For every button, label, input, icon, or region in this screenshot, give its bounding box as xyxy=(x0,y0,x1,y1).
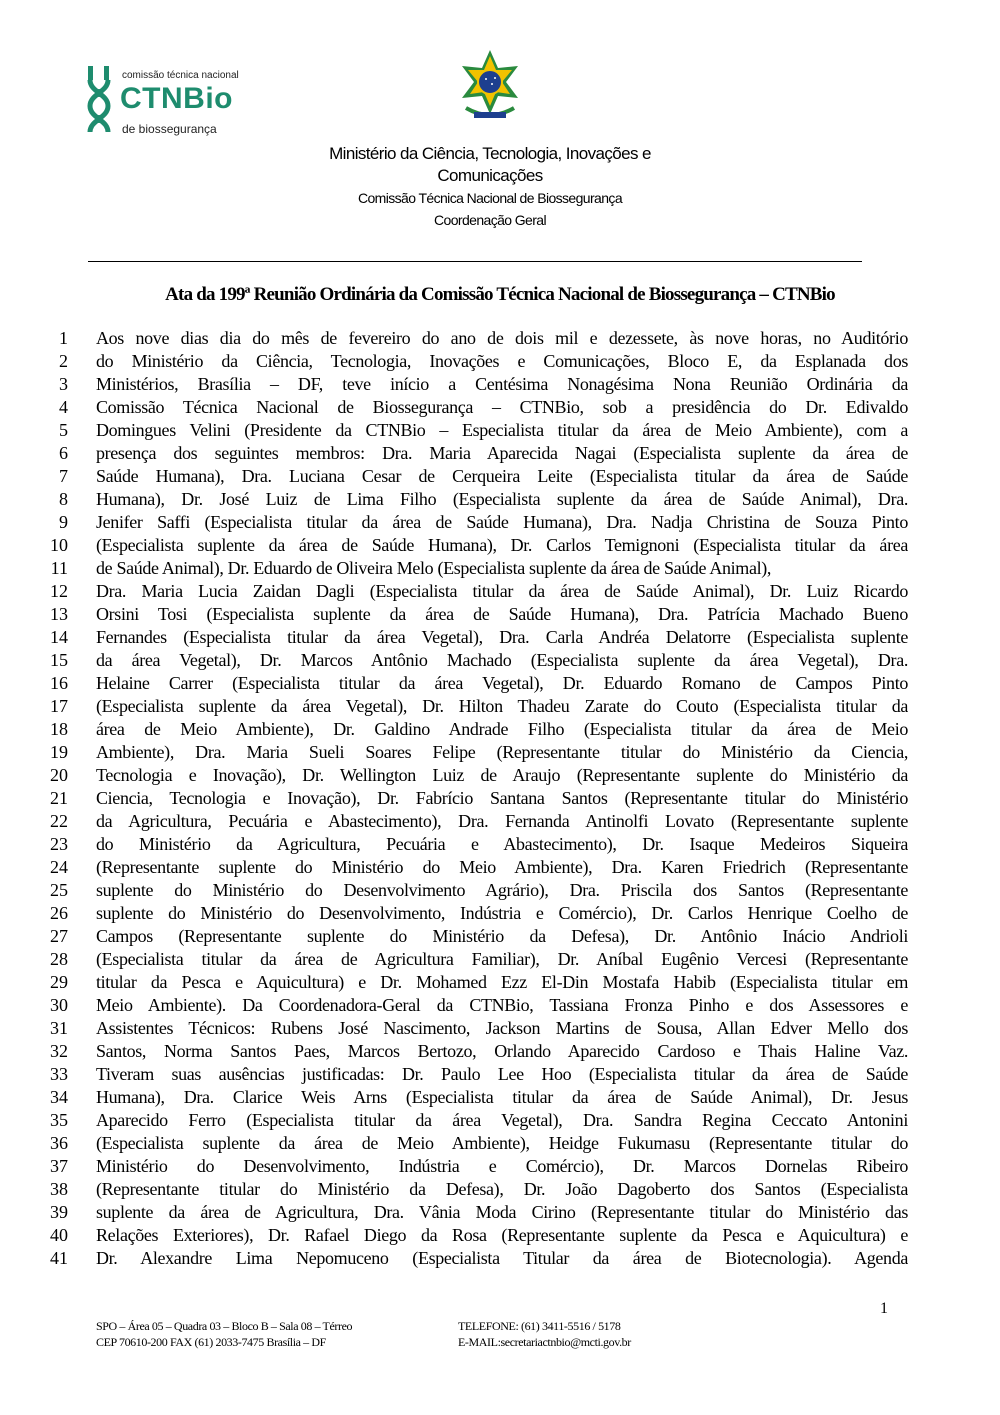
line-number: 15 xyxy=(50,650,68,670)
line-number: 17 xyxy=(50,696,68,716)
line-number: 7 xyxy=(59,466,68,486)
line-text: Tiveram suas ausências justificadas: Dr. Paulo Lee Hoo (Especialista titular da área de Saúde xyxy=(96,1064,908,1084)
line-text: (Especialista suplente da área de Meio Ambiente), Heidge Fukumasu (Representante titular do xyxy=(96,1133,908,1153)
line-text: Humana), Dra. Clarice Weis Arns (Especialista titular da área de Saúde Animal), Dr. Jesus xyxy=(96,1087,908,1107)
line-text: suplente do Ministério do Desenvolvimento Agrário), Dra. Priscila dos Santos (Representante xyxy=(96,880,908,900)
logo-bottom-text: de biossegurança xyxy=(122,122,217,136)
text-line xyxy=(0,350,1000,373)
ctnbio-logo xyxy=(84,64,244,140)
line-text: Humana), Dr. José Luiz de Lima Filho (Especialista suplente da área de Saúde Animal), Dra. xyxy=(96,489,908,509)
line-number: 25 xyxy=(50,880,68,900)
line-text: Tecnologia e Inovação), Dr. Wellington Luiz de Araujo (Representante suplente do Ministério da xyxy=(96,765,908,785)
line-number: 30 xyxy=(50,995,68,1015)
text-line xyxy=(0,511,1000,534)
line-text: Ambiente), Dra. Maria Sueli Soares Felipe (Representante titular do Ministério da Ciencia, xyxy=(96,742,908,762)
footer-email: E-MAIL:secretariactnbio@mcti.gov.br xyxy=(458,1335,631,1349)
document-title: Ata da 199ª Reunião Ordinária da Comissão Técnica Nacional de Biossegurança – CTNBio xyxy=(165,284,835,305)
line-text: suplente do Ministério do Desenvolvimento, Indústria e Comércio), Dr. Carlos Henrique Coelho de xyxy=(96,903,908,923)
line-text: (Especialista suplente da área de Saúde Humana), Dr. Carlos Temignoni (Especialista titular da área xyxy=(96,535,908,555)
line-number: 38 xyxy=(50,1179,68,1199)
text-line xyxy=(0,833,1000,856)
line-text: (Especialista suplente da área Vegetal), Dr. Hilton Thadeu Zarate do Couto (Especialista titular da xyxy=(96,696,908,716)
coordination-name: Coordenação Geral xyxy=(434,212,546,228)
line-number: 3 xyxy=(59,374,68,394)
line-text: Ministério do Desenvolvimento, Indústria e Comércio), Dr. Marcos Dornelas Ribeiro xyxy=(96,1156,908,1176)
footer-phone: TELEFONE: (61) 3411-5516 / 5178 xyxy=(458,1319,621,1333)
text-line xyxy=(0,1109,1000,1132)
line-text: Fernandes (Especialista titular da área Vegetal), Dra. Carla Andréa Delatorre (Especialista suplente xyxy=(96,627,908,647)
ministry-header xyxy=(260,143,720,231)
line-number: 16 xyxy=(50,673,68,693)
line-text: do Ministério da Agricultura, Pecuária e Abastecimento), Dr. Isaque Medeiros Siqueira xyxy=(96,834,908,854)
text-line xyxy=(0,695,1000,718)
text-line xyxy=(0,373,1000,396)
line-text: Campos (Representante suplente do Ministério da Defesa), Dr. Antônio Inácio Andrioli xyxy=(96,926,908,946)
line-number: 31 xyxy=(50,1018,68,1038)
line-text: Dra. Maria Lucia Zaidan Dagli (Especialista titular da área de Saúde Animal), Dr. Luiz Ricardo xyxy=(96,581,908,601)
text-line xyxy=(0,465,1000,488)
text-line xyxy=(0,994,1000,1017)
line-number: 13 xyxy=(50,604,68,624)
text-line xyxy=(0,557,1000,580)
text-line xyxy=(0,534,1000,557)
text-line xyxy=(0,879,1000,902)
text-line xyxy=(0,442,1000,465)
text-line xyxy=(0,856,1000,879)
text-line xyxy=(0,1017,1000,1040)
line-number: 9 xyxy=(59,512,68,532)
text-line xyxy=(0,603,1000,626)
commission-name: Comissão Técnica Nacional de Biossegurança xyxy=(357,190,623,206)
line-text: do Ministério da Ciência, Tecnologia, Inovações e Comunicações, Bloco E, da Esplanada dos xyxy=(96,351,908,371)
text-line xyxy=(0,1178,1000,1201)
logo-top-text: comissão técnica nacional xyxy=(122,70,239,81)
line-number: 37 xyxy=(50,1156,68,1176)
line-text: presença dos seguintes membros: Dra. Maria Aparecida Nagai (Especialista suplente da área de xyxy=(96,443,908,463)
line-number: 23 xyxy=(50,834,68,854)
line-number: 26 xyxy=(50,903,68,923)
line-number: 32 xyxy=(50,1041,68,1061)
line-number: 4 xyxy=(59,397,68,417)
line-text: área de Meio Ambiente), Dr. Galdino Andrade Filho (Especialista titular da área de Meio xyxy=(96,719,908,739)
line-text: Domingues Velini (Presidente da CTNBio – Especialista titular da área de Meio Ambiente), com a xyxy=(96,420,908,440)
ministry-name-line2: Comunicações xyxy=(437,166,543,185)
line-text: (Representante titular do Ministério da Defesa), Dr. João Dagoberto dos Santos (Especialista xyxy=(96,1179,908,1199)
page-number: 1 xyxy=(880,1300,888,1317)
line-number: 35 xyxy=(50,1110,68,1130)
line-number: 6 xyxy=(59,443,68,463)
text-line xyxy=(0,810,1000,833)
line-text: Assistentes Técnicos: Rubens José Nascimento, Jackson Martins de Sousa, Allan Edver Mello dos xyxy=(96,1018,908,1038)
line-text: Aparecido Ferro (Especialista titular da área Vegetal), Dra. Sandra Regina Ceccato Antonini xyxy=(96,1110,908,1130)
text-line xyxy=(0,1086,1000,1109)
text-line xyxy=(0,1132,1000,1155)
text-line xyxy=(0,672,1000,695)
brazil-coat-of-arms-icon xyxy=(452,48,528,124)
line-number: 22 xyxy=(50,811,68,831)
text-line xyxy=(0,718,1000,741)
line-text: Jenifer Saffi (Especialista titular da área de Saúde Humana), Dra. Nadja Christina de Souza Pinto xyxy=(96,512,908,532)
line-number: 33 xyxy=(50,1064,68,1084)
text-line xyxy=(0,649,1000,672)
line-number: 1 xyxy=(59,328,68,348)
line-number: 39 xyxy=(50,1202,68,1222)
line-number: 41 xyxy=(50,1248,68,1268)
line-text: Comissão Técnica Nacional de Biossegurança – CTNBio, sob a presidência do Dr. Edivaldo xyxy=(96,397,908,417)
line-text: de Saúde Animal), Dr. Eduardo de Oliveira Melo (Especialista suplente da área de Saúde Animal), xyxy=(96,558,772,578)
line-text: titular da Pesca e Aquicultura) e Dr. Mohamed Ezz El-Din Mostafa Habib (Especialista titular em xyxy=(96,972,908,992)
text-line xyxy=(0,396,1000,419)
line-number: 8 xyxy=(59,489,68,509)
text-line xyxy=(0,971,1000,994)
line-text: Orsini Tosi (Especialista suplente da área de Saúde Humana), Dra. Patrícia Machado Bueno xyxy=(96,604,908,624)
line-number: 18 xyxy=(50,719,68,739)
line-text: Relações Exteriores), Dr. Rafael Diego da Rosa (Representante suplente da Pesca e Aquicultura) e xyxy=(96,1225,908,1245)
text-line xyxy=(0,626,1000,649)
text-line xyxy=(0,902,1000,925)
line-number: 11 xyxy=(50,558,68,578)
text-line xyxy=(0,580,1000,603)
line-number: 29 xyxy=(50,972,68,992)
line-text: Dr. Alexandre Lima Nepomuceno (Especialista Titular da área de Biotecnologia). Agenda xyxy=(96,1248,908,1268)
line-number: 2 xyxy=(59,351,68,371)
line-text: (Especialista titular da área de Agricultura Familiar), Dr. Aníbal Eugênio Vercesi (Representante xyxy=(96,949,908,969)
text-line xyxy=(0,1063,1000,1086)
text-line xyxy=(0,327,1000,350)
footer-address-line2: CEP 70610-200 FAX (61) 2033-7475 Brasília – DF xyxy=(96,1335,326,1349)
line-text: Aos nove dias dia do mês de fevereiro do ano de dois mil e dezessete, às nove horas, no Auditório xyxy=(96,328,908,348)
text-line xyxy=(0,419,1000,442)
line-text: Santos, Norma Santos Paes, Marcos Bertozo, Orlando Aparecido Cardoso e Thais Haline Vaz. xyxy=(96,1041,908,1061)
line-number: 28 xyxy=(50,949,68,969)
line-text: da área Vegetal), Dr. Marcos Antônio Machado (Especialista suplente da área Vegetal), Dra. xyxy=(96,650,908,670)
line-text: Saúde Humana), Dra. Luciana Cesar de Cerqueira Leite (Especialista titular da área de Saúde xyxy=(96,466,908,486)
ctnbio-helix-icon xyxy=(84,64,118,140)
line-number: 10 xyxy=(50,535,68,555)
footer-contact xyxy=(458,1318,631,1350)
text-line xyxy=(0,1155,1000,1178)
header-divider xyxy=(88,261,862,262)
line-number: 19 xyxy=(50,742,68,762)
line-number: 40 xyxy=(50,1225,68,1245)
line-text: Helaine Carrer (Especialista titular da área Vegetal), Dr. Eduardo Romano de Campos Pinto xyxy=(96,673,908,693)
text-line xyxy=(0,948,1000,971)
line-text: Ministérios, Brasília – DF, teve início a Centésima Nonagésima Nona Reunião Ordinária da xyxy=(96,374,908,394)
line-text: (Representante suplente do Ministério do Meio Ambiente), Dra. Karen Friedrich (Representante xyxy=(96,857,908,877)
line-number: 20 xyxy=(50,765,68,785)
line-number: 24 xyxy=(50,857,68,877)
text-line xyxy=(0,787,1000,810)
line-number: 21 xyxy=(50,788,68,808)
line-number: 27 xyxy=(50,926,68,946)
text-line xyxy=(0,1247,1000,1270)
footer-address-line1: SPO – Área 05 – Quadra 03 – Bloco B – Sala 08 – Térreo xyxy=(96,1319,353,1333)
ministry-name-line1: Ministério da Ciência, Tecnologia, Inovações e xyxy=(329,144,651,163)
text-line xyxy=(0,741,1000,764)
text-line xyxy=(0,764,1000,787)
text-line xyxy=(0,1224,1000,1247)
text-line xyxy=(0,925,1000,948)
line-text: suplente da área de Agricultura, Dra. Vânia Moda Cirino (Representante titular do Ministério das xyxy=(96,1202,908,1222)
text-line xyxy=(0,1040,1000,1063)
line-number: 12 xyxy=(50,581,68,601)
line-text: Meio Ambiente). Da Coordenadora-Geral da CTNBio, Tassiana Fronza Pinho e dos Assessores e xyxy=(96,995,908,1015)
line-number: 5 xyxy=(59,420,68,440)
logo-main-text: CTNBio xyxy=(120,82,233,115)
text-line xyxy=(0,1201,1000,1224)
line-number: 34 xyxy=(50,1087,68,1107)
line-number: 14 xyxy=(50,627,68,647)
footer-address xyxy=(96,1318,352,1350)
line-text: Ciencia, Tecnologia e Inovação), Dr. Fabrício Santana Santos (Representante titular do Ministério xyxy=(96,788,908,808)
text-line xyxy=(0,488,1000,511)
line-number: 36 xyxy=(50,1133,68,1153)
line-text: da Agricultura, Pecuária e Abastecimento), Dra. Fernanda Antinolfi Lovato (Representante suplente xyxy=(96,811,908,831)
